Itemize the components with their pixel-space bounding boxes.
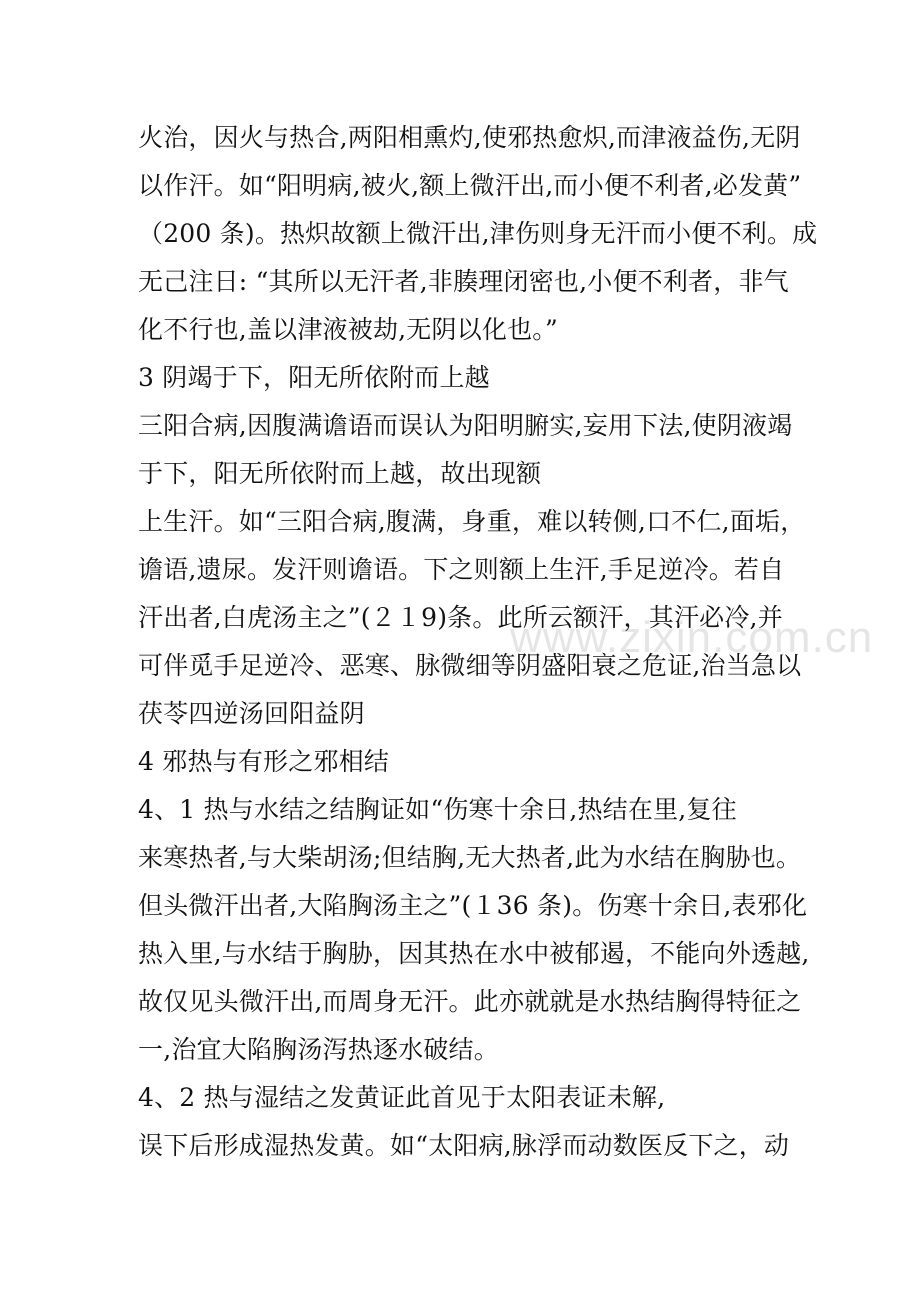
text-line: 故仅见头微汗出,而周身无汗。此亦就就是水热结胸得特征之 [138, 987, 802, 1016]
text-line: 来寒热者,与大柴胡汤;但结胸,无大热者,此为水结在胸胁也。 [138, 843, 802, 872]
text-line: 三阳合病,因腹满谵语而误认为阳明腑实,妄用下法,使阴液竭 [138, 411, 793, 440]
text-line: 可伴觅手足逆冷、恶寒、脉微细等阴盛阳衰之危证,治当急以 [138, 651, 802, 680]
watermark: www.zixin.com.cn [510, 613, 874, 662]
text-line: 上生汗。如“三阳合病,腹满，身重，难以转侧,口不仁,面垢， [138, 507, 806, 536]
text-line: 无己注日: “其所以无汗者,非腠理闭密也,小便不利者，非气 [138, 267, 789, 296]
text-line: （200 条)。热炽故额上微汗出,津伤则身无汗而小便不利。成 [138, 219, 818, 248]
section-heading-3: 3 阴竭于下，阳无所依附而上越 [138, 363, 490, 392]
text-line: 茯苓四逆汤回阳益阴 [138, 699, 365, 728]
text-line: 一,治宜大陷胸汤泻热逐水破结。 [138, 1035, 499, 1064]
text-line: 但头微汗出者,大陷胸汤主之”(１36 条)。伤寒十余日,表邪化 [138, 891, 808, 920]
text-line: 以作汗。如“阳明病,被火,额上微汗出,而小便不利者,必发黄” [138, 171, 802, 200]
text-line: 化不行也,盖以津液被劫,无阴以化也。” [138, 315, 558, 344]
section-heading-4: 4 邪热与有形之邪相结 [138, 747, 390, 776]
text-line: 于下，阳无所依附而上越，故出现额 [138, 459, 542, 488]
subsection-heading-4-2: 4、2 热与湿结之发黄证此首见于太阳表证未解, [138, 1083, 666, 1112]
subsection-heading-4-1: 4、1 热与水结之结胸证如“伤寒十余日,热结在里,复往 [138, 795, 737, 824]
text-line: 火治，因火与热合,两阳相熏灼,使邪热愈炽,而津液益伤,无阴 [138, 123, 801, 152]
text-line: 误下后形成湿热发黄。如“太阳病,脉浮而动数医反下之，动 [138, 1131, 790, 1160]
text-line: 汗出者,白虎汤主之”(２１9)条。此所云额汗，其汗必冷,并 [138, 603, 783, 632]
text-line: 热入里,与水结于胸胁，因其热在水中被郁遏，不能向外透越, [138, 939, 810, 968]
text-line: 谵语,遗尿。发汗则谵语。下之则额上生汗,手足逆冷。若自 [138, 555, 785, 584]
